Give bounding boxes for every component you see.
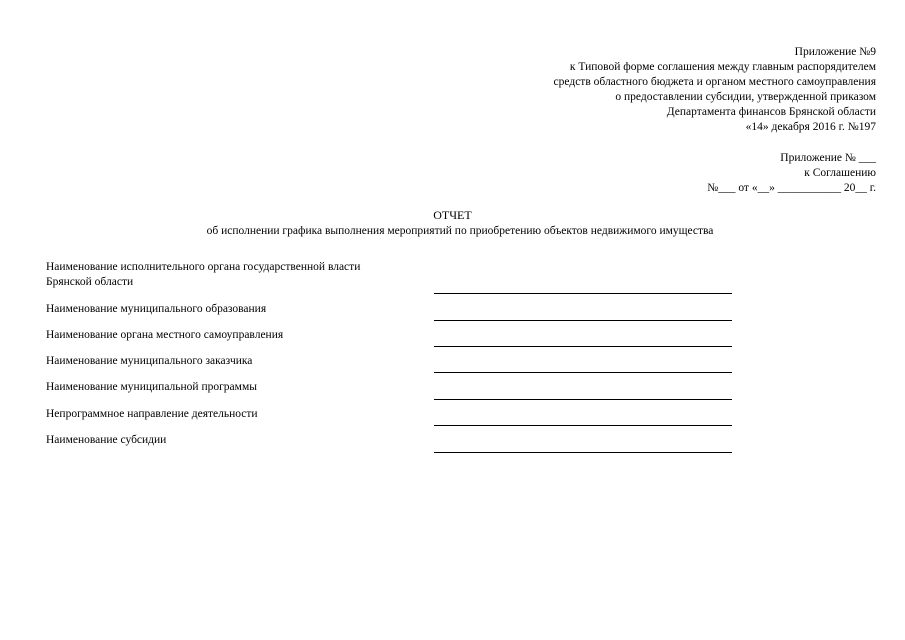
report-title: ОТЧЕТ: [433, 208, 472, 222]
appendix-number: Приложение №9: [794, 46, 876, 58]
agreement-annex: [707, 151, 876, 196]
annex-agreement-date: №___ от «__» ___________ 20__ г.: [707, 182, 876, 194]
municipal-customer-label: Наименование муниципального заказчика: [46, 355, 253, 367]
executive-body-input-line[interactable]: [434, 293, 732, 294]
municipality-input-line[interactable]: [434, 320, 732, 321]
appendix-text-line: о предоставлении субсидии, утвержденной приказом: [615, 91, 876, 103]
non-program-direction-input-line[interactable]: [434, 425, 732, 426]
municipal-customer-input-line[interactable]: [434, 372, 732, 373]
local-government-label: Наименование органа местного самоуправления: [46, 329, 284, 341]
appendix-order-date: «14» декабря 2016 г. №197: [745, 121, 876, 133]
appendix-text-line: Департамента финансов Брянской области: [666, 106, 876, 118]
executive-body-label: [46, 260, 360, 290]
appendix-header: [554, 45, 876, 135]
report-subtitle: об исполнении графика выполнения мероприятий по приобретению объектов недвижимого имущества: [206, 225, 714, 237]
municipal-program-label: Наименование муниципальной программы: [46, 381, 257, 393]
executive-body-label-line2: Брянской области: [46, 276, 134, 288]
subsidy-label: Наименование субсидии: [46, 434, 167, 446]
executive-body-label-line1: Наименование исполнительного органа государственной власти: [46, 261, 361, 273]
local-government-input-line[interactable]: [434, 346, 732, 347]
annex-agreement-label: к Соглашению: [804, 167, 876, 179]
annex-number: Приложение № ___: [780, 152, 876, 164]
appendix-text-line: к Типовой форме соглашения между главным распорядителем: [569, 61, 876, 73]
subsidy-input-line[interactable]: [434, 452, 732, 453]
municipal-program-input-line[interactable]: [434, 399, 732, 400]
non-program-direction-label: Непрограммное направление деятельности: [46, 408, 258, 420]
appendix-text-line: средств областного бюджета и органом местного самоуправления: [553, 76, 876, 88]
municipality-label: Наименование муниципального образования: [46, 303, 267, 315]
